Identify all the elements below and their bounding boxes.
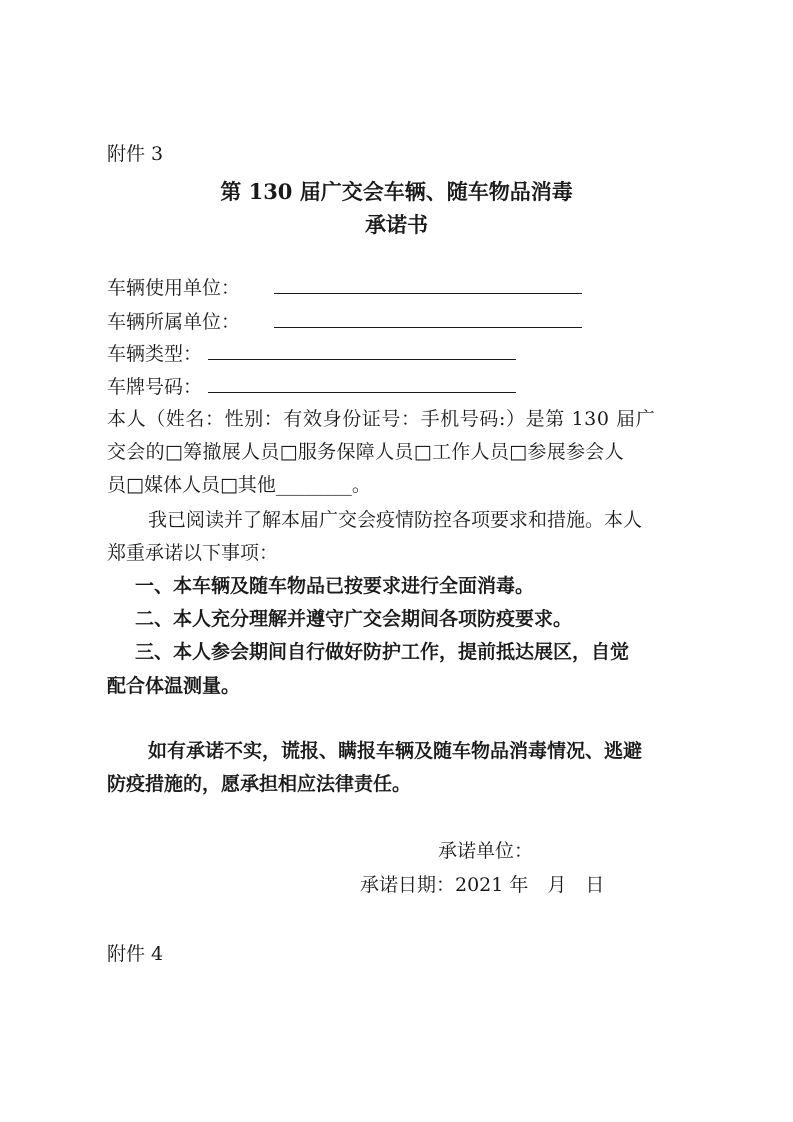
vehicle-user-unit-row — [107, 279, 582, 298]
vehicle-type-label: 车辆类型： — [107, 343, 203, 365]
commitment-item-3-line1: 三、本人参会期间自行做好防护工作，提前抵达展区，自觉 — [135, 641, 630, 663]
attachment-label-top: 附件 3 — [107, 143, 164, 165]
intro-line2: 郑重承诺以下事项： — [107, 542, 279, 564]
identity-text-line1: 本人（姓名：性别：有效身份证号：手机号码:）是第 130 届广 — [107, 408, 656, 430]
document-title-line2: 承诺书 — [365, 212, 428, 237]
identity-text-line2: 交会的□筹撤展人员□服务保障人员□工作人员□参展参会人 — [107, 441, 624, 463]
commitment-item-3-line2: 配合体温测量。 — [107, 675, 241, 697]
attachment-label-bottom: 附件 4 — [107, 943, 164, 965]
vehicle-owner-unit-blank[interactable] — [274, 313, 582, 328]
intro-line1: 我已阅读并了解本届广交会疫情防控各项要求和措施。本人 — [148, 509, 643, 531]
identity-text-line3: 员□媒体人员□其他________。 — [107, 474, 371, 496]
vehicle-owner-unit-row — [107, 313, 582, 332]
signature-date-label: 承诺日期：2021 年 月 日 — [360, 874, 605, 896]
plate-number-blank[interactable] — [208, 378, 516, 393]
plate-number-row — [107, 378, 516, 397]
liability-line2: 防疫措施的，愿承担相应法律责任。 — [107, 773, 412, 795]
document-title-line1: 第 130 届广交会车辆、随车物品消毒 — [220, 179, 573, 204]
commitment-item-1: 一、本车辆及随车物品已按要求进行全面消毒。 — [135, 575, 535, 597]
commitment-item-2: 二、本人充分理解并遵守广交会期间各项防疫要求。 — [135, 608, 573, 630]
vehicle-user-unit-blank[interactable] — [274, 279, 582, 294]
vehicle-type-blank[interactable] — [208, 345, 516, 360]
vehicle-owner-unit-label: 车辆所属单位： — [107, 311, 241, 333]
vehicle-user-unit-label: 车辆使用单位： — [107, 277, 241, 299]
vehicle-type-row — [107, 345, 516, 364]
plate-number-label: 车牌号码： — [107, 376, 203, 398]
signature-unit-label: 承诺单位： — [438, 840, 534, 862]
liability-line1: 如有承诺不实，谎报、瞒报车辆及随车物品消毒情况、逃避 — [148, 740, 643, 762]
